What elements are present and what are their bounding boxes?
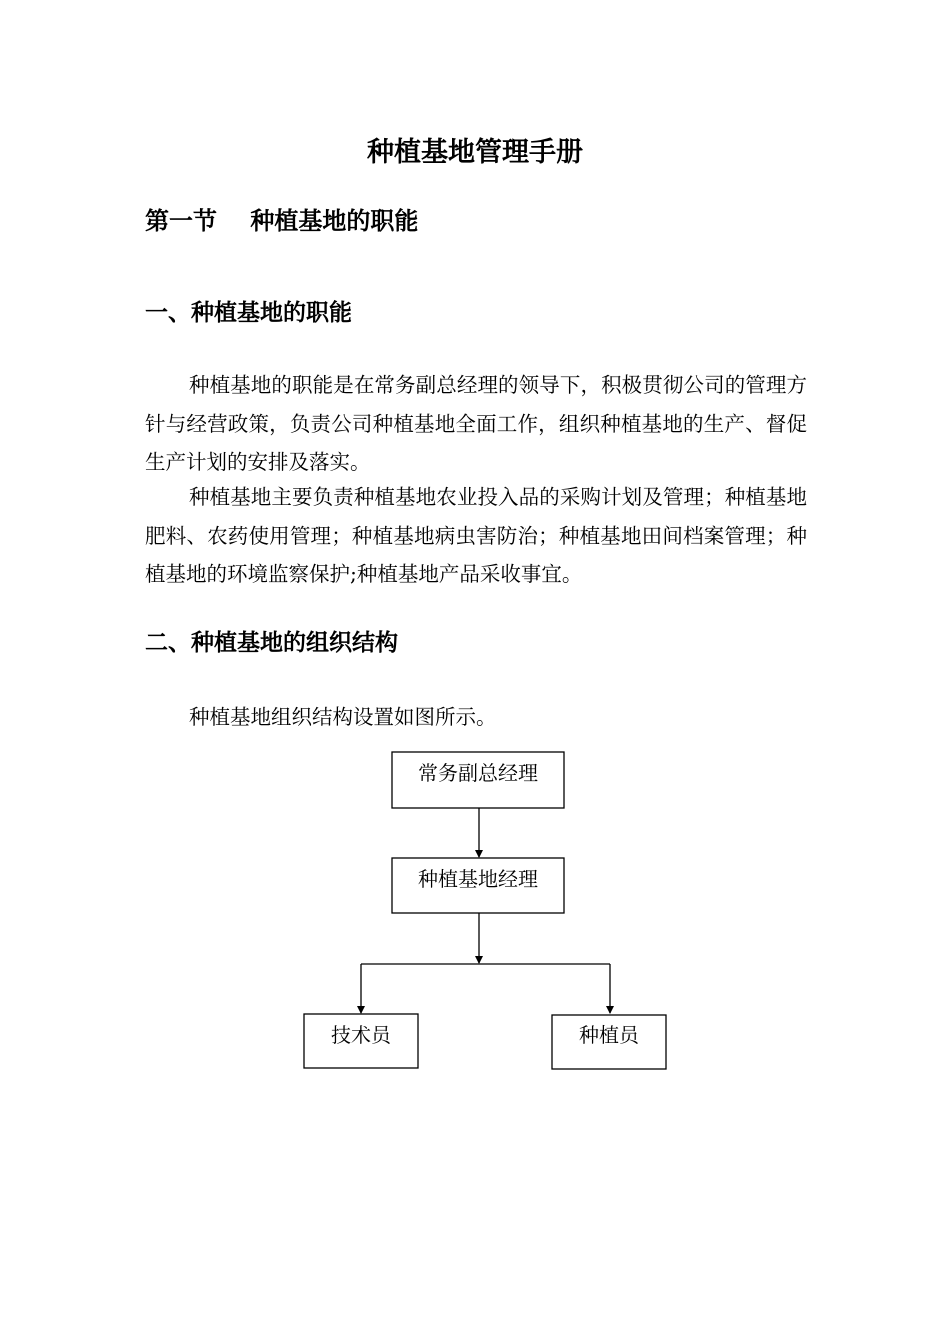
document-title: 种植基地管理手册: [367, 137, 583, 168]
part2-heading: 二、种植基地的组织结构: [145, 630, 398, 656]
org-box-right: [552, 1015, 666, 1069]
part1-heading: 一、种植基地的职能: [145, 300, 352, 326]
org-box-left: [304, 1014, 418, 1068]
org-box-middle: [392, 858, 564, 913]
part2-intro: 种植基地组织结构设置如图所示。: [189, 705, 497, 729]
org-box-left-label: 技术员: [331, 1023, 391, 1047]
org-box-top-label: 常务副总经理: [418, 761, 538, 785]
part1-paragraph-2: 种植基地主要负责种植基地农业投入品的采购计划及管理；种植基地肥料、农药使用管理；种植基地病虫害防治；种植基地田间档案管理；种植基地的环境监察保护;种植基地产品采收事宜。: [145, 485, 807, 586]
org-box-right-label: 种植员: [579, 1023, 639, 1047]
part1-paragraph-1: 种植基地的职能是在常务副总经理的领导下，积极贯彻公司的管理方针与经营政策，负责公司种植基地全面工作，组织种植基地的生产、督促生产计划的安排及落实。: [145, 373, 807, 474]
org-box-top: [392, 752, 564, 808]
section-heading: 第一节 种植基地的职能: [145, 207, 419, 235]
org-box-middle-label: 种植基地经理: [418, 867, 538, 891]
